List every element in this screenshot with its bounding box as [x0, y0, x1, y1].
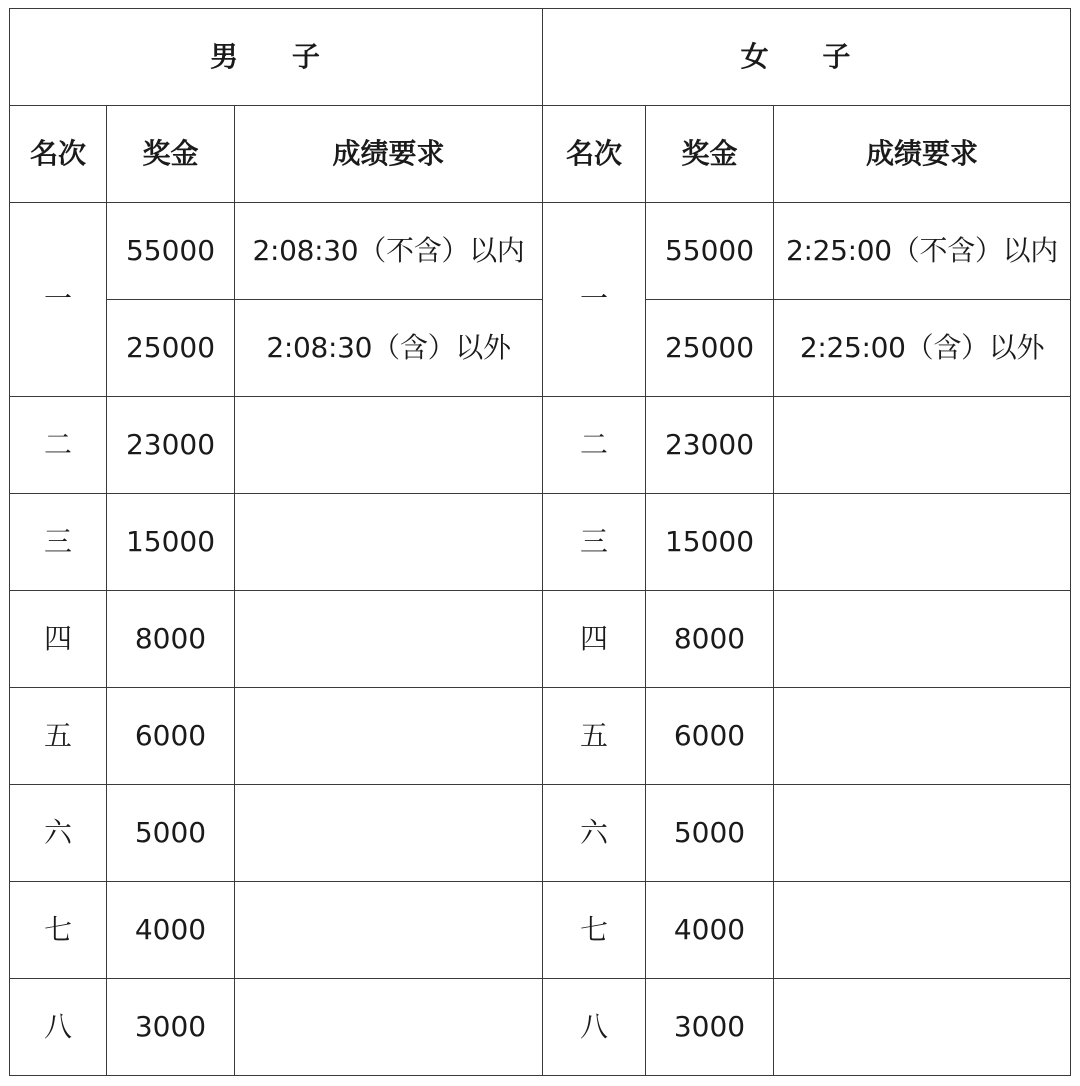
column-header-row — [10, 106, 1071, 203]
male-rank-cell: 八 — [10, 979, 107, 1076]
male-prize-header: 奖金 — [107, 106, 235, 203]
male-requirement-cell — [235, 591, 543, 688]
female-rank-cell: 六 — [543, 785, 646, 882]
male-requirement-cell — [235, 785, 543, 882]
female-prize-cell: 5000 — [646, 785, 774, 882]
female-rank-header: 名次 — [543, 106, 646, 203]
female-prize-cell: 6000 — [646, 688, 774, 785]
female-rank-cell: 七 — [543, 882, 646, 979]
group-header-row — [10, 9, 1071, 106]
male-requirement-header: 成绩要求 — [235, 106, 543, 203]
prize-money-table — [9, 8, 1071, 1076]
male-requirement-cell: 2:08:30（不含）以内 — [235, 203, 543, 300]
male-rank-cell: 七 — [10, 882, 107, 979]
female-requirement-cell — [774, 785, 1071, 882]
female-requirement-cell: 2:25:00（不含）以内 — [774, 203, 1071, 300]
female-rank-cell: 八 — [543, 979, 646, 1076]
female-prize-cell: 4000 — [646, 882, 774, 979]
female-prize-cell: 25000 — [646, 300, 774, 397]
female-prize-cell: 8000 — [646, 591, 774, 688]
male-requirement-cell — [235, 688, 543, 785]
male-rank-cell: 五 — [10, 688, 107, 785]
female-rank-cell: 五 — [543, 688, 646, 785]
male-prize-cell: 3000 — [107, 979, 235, 1076]
male-prize-cell: 4000 — [107, 882, 235, 979]
female-rank-cell: 三 — [543, 494, 646, 591]
female-requirement-cell — [774, 494, 1071, 591]
female-rank-cell: 二 — [543, 397, 646, 494]
male-rank-cell: 二 — [10, 397, 107, 494]
table-row — [10, 203, 1071, 300]
table-row — [10, 494, 1071, 591]
female-requirement-cell — [774, 591, 1071, 688]
table-row — [10, 979, 1071, 1076]
male-prize-cell: 15000 — [107, 494, 235, 591]
female-requirement-cell: 2:25:00（含）以外 — [774, 300, 1071, 397]
table-row — [10, 688, 1071, 785]
prize-table-container — [9, 8, 1071, 1076]
female-prize-cell: 3000 — [646, 979, 774, 1076]
male-requirement-cell — [235, 882, 543, 979]
male-rank-header: 名次 — [10, 106, 107, 203]
table-row — [10, 785, 1071, 882]
male-prize-cell: 25000 — [107, 300, 235, 397]
female-rank-cell: 一 — [543, 203, 646, 397]
male-prize-cell: 55000 — [107, 203, 235, 300]
female-prize-cell: 15000 — [646, 494, 774, 591]
male-prize-cell: 23000 — [107, 397, 235, 494]
male-requirement-cell — [235, 494, 543, 591]
table-row — [10, 882, 1071, 979]
table-row — [10, 300, 1071, 397]
female-requirement-cell — [774, 397, 1071, 494]
female-rank-cell: 四 — [543, 591, 646, 688]
male-rank-cell: 一 — [10, 203, 107, 397]
female-prize-cell: 23000 — [646, 397, 774, 494]
female-prize-cell: 55000 — [646, 203, 774, 300]
female-requirement-header: 成绩要求 — [774, 106, 1071, 203]
male-prize-cell: 8000 — [107, 591, 235, 688]
male-rank-cell: 四 — [10, 591, 107, 688]
male-requirement-cell — [235, 979, 543, 1076]
male-prize-cell: 6000 — [107, 688, 235, 785]
female-requirement-cell — [774, 979, 1071, 1076]
male-rank-cell: 三 — [10, 494, 107, 591]
table-row — [10, 397, 1071, 494]
male-prize-cell: 5000 — [107, 785, 235, 882]
female-group-header: 女 子 — [543, 9, 1071, 106]
male-group-header: 男 子 — [10, 9, 543, 106]
male-requirement-cell — [235, 397, 543, 494]
female-prize-header: 奖金 — [646, 106, 774, 203]
female-requirement-cell — [774, 882, 1071, 979]
male-rank-cell: 六 — [10, 785, 107, 882]
male-requirement-cell: 2:08:30（含）以外 — [235, 300, 543, 397]
female-requirement-cell — [774, 688, 1071, 785]
table-row — [10, 591, 1071, 688]
